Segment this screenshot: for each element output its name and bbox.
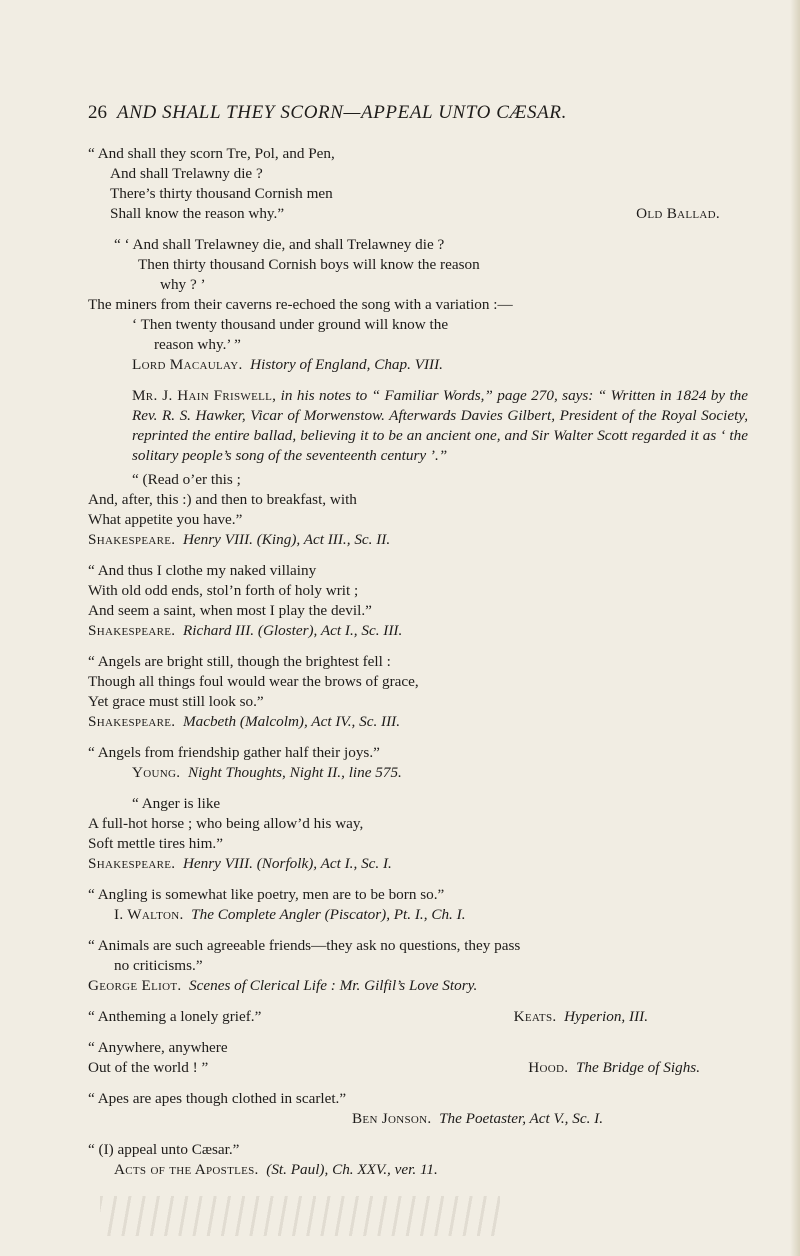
quote-author: Shakespeare.	[88, 622, 176, 639]
ink-bleed-through	[100, 1196, 500, 1236]
attribution	[88, 1109, 748, 1129]
quote-work: The Poetaster, Act V., Sc. I.	[439, 1110, 604, 1127]
attribution	[88, 1160, 748, 1180]
attribution	[88, 763, 748, 783]
verse-line: Yet grace must still look so.”	[88, 693, 264, 710]
verse-line: Out of the world ! ”	[88, 1059, 209, 1076]
verse-line: “ Angels are bright still, though the brightest fell :	[88, 653, 391, 670]
prose-line: The miners from their caverns re-echoed the song with a variation :—	[88, 296, 513, 313]
quote-block	[88, 144, 748, 224]
verse-line: “ And shall they scorn Tre, Pol, and Pen,	[88, 145, 335, 162]
quote-author: Keats.	[513, 1008, 557, 1025]
paragraph-author: Mr. J. Hain Friswell,	[132, 387, 277, 404]
verse-line: With old odd ends, stol’n forth of holy writ ;	[88, 582, 359, 599]
attribution	[88, 530, 748, 550]
verse-line: “ Anger is like	[132, 795, 221, 812]
quote-author: Acts of the Apostles.	[114, 1161, 259, 1178]
quote-work: History of England, Chap. VIII.	[250, 356, 443, 373]
page-edge-shadow	[790, 0, 800, 1256]
quote-author: Shakespeare.	[88, 531, 176, 548]
verse-line: What appetite you have.”	[88, 511, 243, 528]
verse-line: Shall know the reason why.”	[110, 205, 285, 222]
verse-line: “ And thus I clothe my naked villainy	[88, 562, 317, 579]
verse-line: And seem a saint, when most I play the devil.”	[88, 602, 372, 619]
verse-line: Then thirty thousand Cornish boys will know the reason	[138, 256, 480, 273]
quote-author: Lord Macaulay.	[132, 356, 243, 373]
attribution	[88, 905, 748, 925]
running-title: AND SHALL THEY SCORN—APPEAL UNTO CÆSAR.	[117, 102, 567, 123]
quote-block	[88, 885, 748, 925]
quote-work: Henry VIII. (King), Act III., Sc. II.	[182, 531, 391, 548]
quote-work: Macbeth (Malcolm), Act IV., Sc. III.	[182, 713, 401, 730]
prose-paragraph	[88, 386, 748, 466]
quote-block	[88, 743, 748, 783]
attribution	[88, 976, 748, 996]
verse-line: reason why.’ ”	[154, 336, 241, 353]
page-body	[88, 144, 748, 1180]
verse-line: ‘ Then twenty thousand under ground will know the	[132, 316, 449, 333]
quote-block	[88, 235, 748, 375]
verse-line-with-source	[88, 1058, 700, 1078]
verse-line-with-source	[88, 204, 720, 224]
verse-line: “ Apes are apes though clothed in scarlet.”	[88, 1090, 347, 1107]
quote-work: Henry VIII. (Norfolk), Act I., Sc. I.	[182, 855, 392, 872]
quote-author: Young.	[132, 764, 181, 781]
attribution	[514, 1007, 648, 1027]
verse-line: why ? ’	[160, 276, 206, 293]
quote-work: Hyperion, III.	[564, 1008, 648, 1025]
paragraph-text: in his notes to “ Familiar Words,” page 270, says: “ Written in 1824 by the Rev. R. S. Hawker, Vicar of Morwenstow. Afterwards Davies Gilbert, President of the Royal Society, reprinted the entire ballad, believing it to be an ancient one, and Sir Walter Scott regarded it as ‘ the solitary people’s song of the seventeenth century ’.”	[132, 387, 748, 464]
quote-block	[88, 1007, 648, 1027]
quote-source: Old Ballad.	[636, 205, 720, 222]
page-number: 26	[88, 102, 107, 123]
verse-line: “ ‘ And shall Trelawney die, and shall Trelawney die ?	[114, 236, 445, 253]
verse-line: “ Antheming a lonely grief.”	[88, 1008, 262, 1025]
quote-work: Night Thoughts, Night II., line 575.	[187, 764, 402, 781]
attribution	[88, 621, 748, 641]
quote-author: Ben Jonson.	[352, 1110, 432, 1127]
quote-block	[88, 561, 748, 641]
attribution	[528, 1058, 700, 1078]
running-header	[88, 102, 728, 124]
attribution	[88, 355, 748, 375]
verse-line: And shall Trelawny die ?	[110, 165, 263, 182]
quote-work: The Bridge of Sighs.	[575, 1059, 700, 1076]
verse-line: “ Anywhere, anywhere	[88, 1039, 228, 1056]
quote-work: Scenes of Clerical Life : Mr. Gilfil’s Love Story.	[189, 977, 478, 994]
verse-line: “ Angling is somewhat like poetry, men are to be born so.”	[88, 886, 445, 903]
verse-line: There’s thirty thousand Cornish men	[110, 185, 333, 202]
quote-work: The Complete Angler (Piscator), Pt. I., Ch. I.	[191, 906, 466, 923]
attribution	[88, 854, 748, 874]
quote-block	[88, 652, 748, 732]
prose-line: “ Animals are such agreeable friends—they ask no questions, they pass	[88, 937, 521, 954]
quote-author: Hood.	[528, 1059, 569, 1076]
verse-line: “ (I) appeal unto Cæsar.”	[88, 1141, 240, 1158]
quote-work: (St. Paul), Ch. XXV., ver. 11.	[266, 1161, 438, 1178]
quote-block	[88, 936, 748, 996]
verse-line: “ (Read o’er this ;	[132, 471, 241, 488]
quote-block	[88, 470, 748, 550]
quote-block	[88, 1038, 748, 1078]
quote-author: George Eliot.	[88, 977, 182, 994]
verse-line: And, after, this :) and then to breakfast, with	[88, 491, 357, 508]
prose-line: no criticisms.”	[114, 957, 203, 974]
verse-line: Though all things foul would wear the brows of grace,	[88, 673, 419, 690]
quote-block	[88, 1140, 748, 1180]
quote-block	[88, 794, 748, 874]
verse-line: Soft mettle tires him.”	[88, 835, 223, 852]
quote-author: Shakespeare.	[88, 713, 176, 730]
quote-author: Shakespeare.	[88, 855, 176, 872]
verse-line: “ Angels from friendship gather half their joys.”	[88, 744, 380, 761]
verse-line: A full-hot horse ; who being allow’d his way,	[88, 815, 364, 832]
quote-work: Richard III. (Gloster), Act I., Sc. III.	[182, 622, 403, 639]
quote-author: I. Walton.	[114, 906, 184, 923]
attribution	[88, 712, 748, 732]
quote-block	[88, 1089, 748, 1129]
